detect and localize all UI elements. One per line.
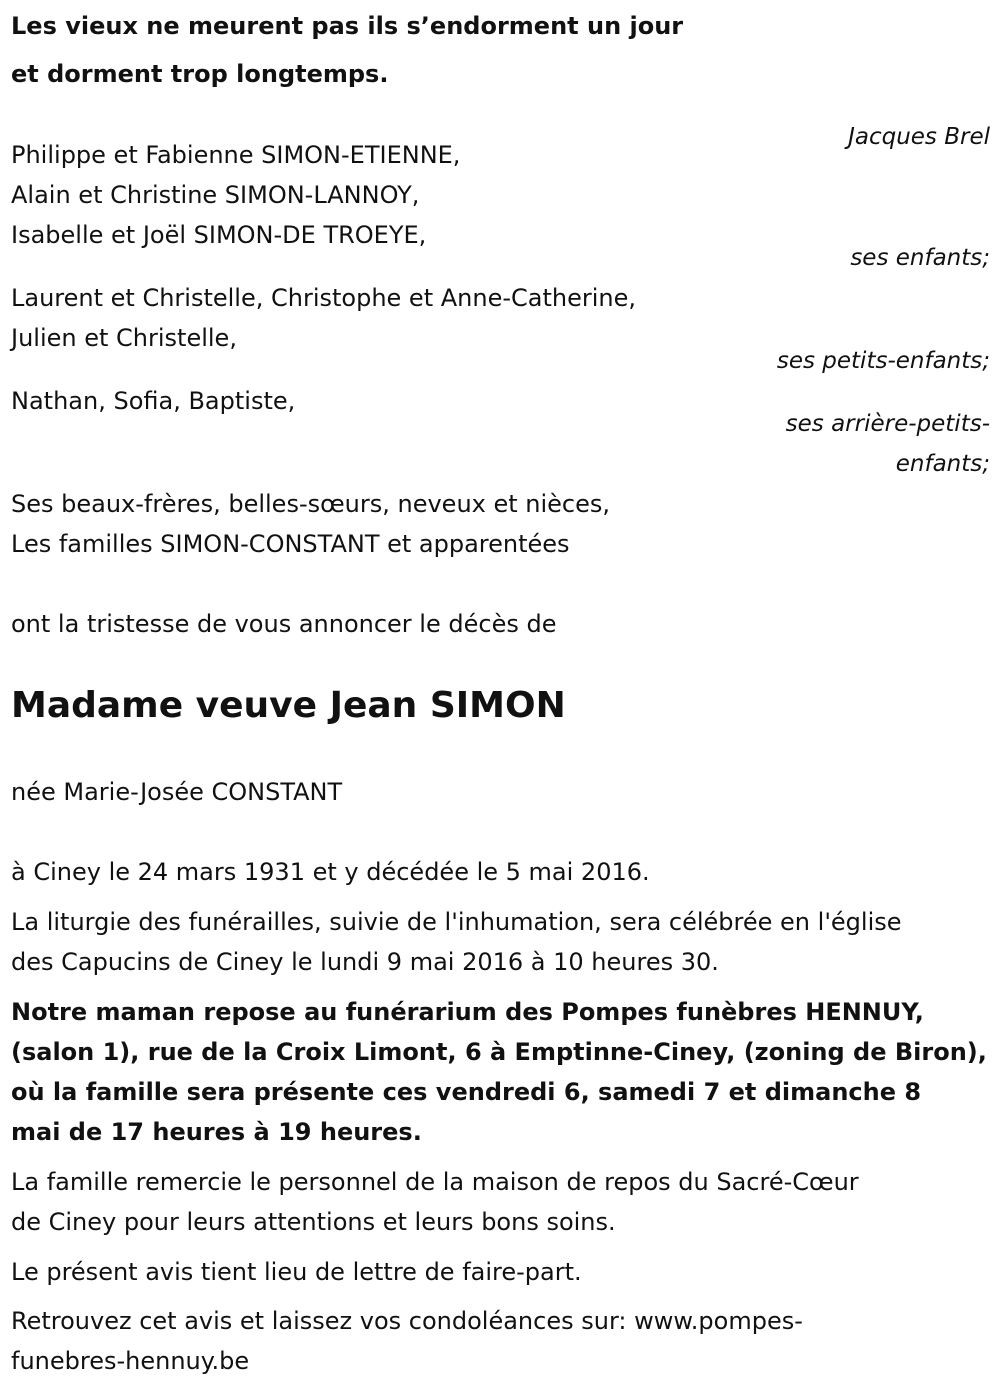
ceremony-line-2: des Capucins de Ciney le lundi 9 mai 2016 à 10 heures 30.	[11, 948, 719, 976]
great-grandchildren-role-1: ses arrière-petits-	[785, 411, 990, 437]
visitation-line-3: où la famille sera présente ces vendredi 6, samedi 7 et dimanche 8	[11, 1078, 922, 1106]
condolences-line-2: funebres-hennuy.be	[11, 1347, 250, 1375]
visitation-line-4: mai de 17 heures à 19 heures.	[11, 1118, 422, 1146]
life-dates: à Ciney le 24 mars 1931 et y décédée le 5 mai 2016.	[11, 858, 650, 886]
children-line-3: Isabelle et Joël SIMON-DE TROEYE,	[11, 221, 427, 249]
children-line-2: Alain et Christine SIMON-LANNOY,	[11, 181, 420, 209]
grandchildren-line-2: Julien et Christelle,	[11, 324, 237, 352]
relatives-line-2: Les familles SIMON-CONSTANT et apparentées	[11, 530, 570, 558]
announcement: ont la tristesse de vous annoncer le décès de	[11, 610, 557, 638]
children-role: ses enfants;	[850, 245, 990, 271]
children-line-1: Philippe et Fabienne SIMON-ETIENNE,	[11, 141, 461, 169]
quote-line-1: Les vieux ne meurent pas ils s’endorment un jour	[11, 12, 684, 40]
condolences-line-1: Retrouvez cet avis et laissez vos condoléances sur: www.pompes-	[11, 1307, 803, 1335]
grandchildren-line-1: Laurent et Christelle, Christophe et Anne-Catherine,	[11, 284, 636, 312]
quote-line-2: et dorment trop longtemps.	[11, 60, 389, 88]
notice: Le présent avis tient lieu de lettre de faire-part.	[11, 1258, 582, 1286]
relatives-line-1: Ses beaux-frères, belles-sœurs, neveux et nièces,	[11, 490, 611, 518]
deceased-name: Madame veuve Jean SIMON	[11, 685, 566, 726]
birth-name: née Marie-Josée CONSTANT	[11, 778, 343, 806]
thanks-line-1: La famille remercie le personnel de la maison de repos du Sacré-Cœur	[11, 1168, 859, 1196]
quote-author: Jacques Brel	[848, 124, 990, 150]
great-grandchildren-line-1: Nathan, Sofia, Baptiste,	[11, 387, 296, 415]
visitation-line-2: (salon 1), rue de la Croix Limont, 6 à Emptinne-Ciney, (zoning de Biron),	[11, 1038, 987, 1066]
thanks-line-2: de Ciney pour leurs attentions et leurs bons soins.	[11, 1208, 616, 1236]
grandchildren-role: ses petits-enfants;	[776, 348, 990, 374]
great-grandchildren-role-2: enfants;	[895, 451, 990, 477]
ceremony-line-1: La liturgie des funérailles, suivie de l'inhumation, sera célébrée en l'église	[11, 908, 902, 936]
visitation-line-1: Notre maman repose au funérarium des Pompes funèbres HENNUY,	[11, 998, 924, 1026]
